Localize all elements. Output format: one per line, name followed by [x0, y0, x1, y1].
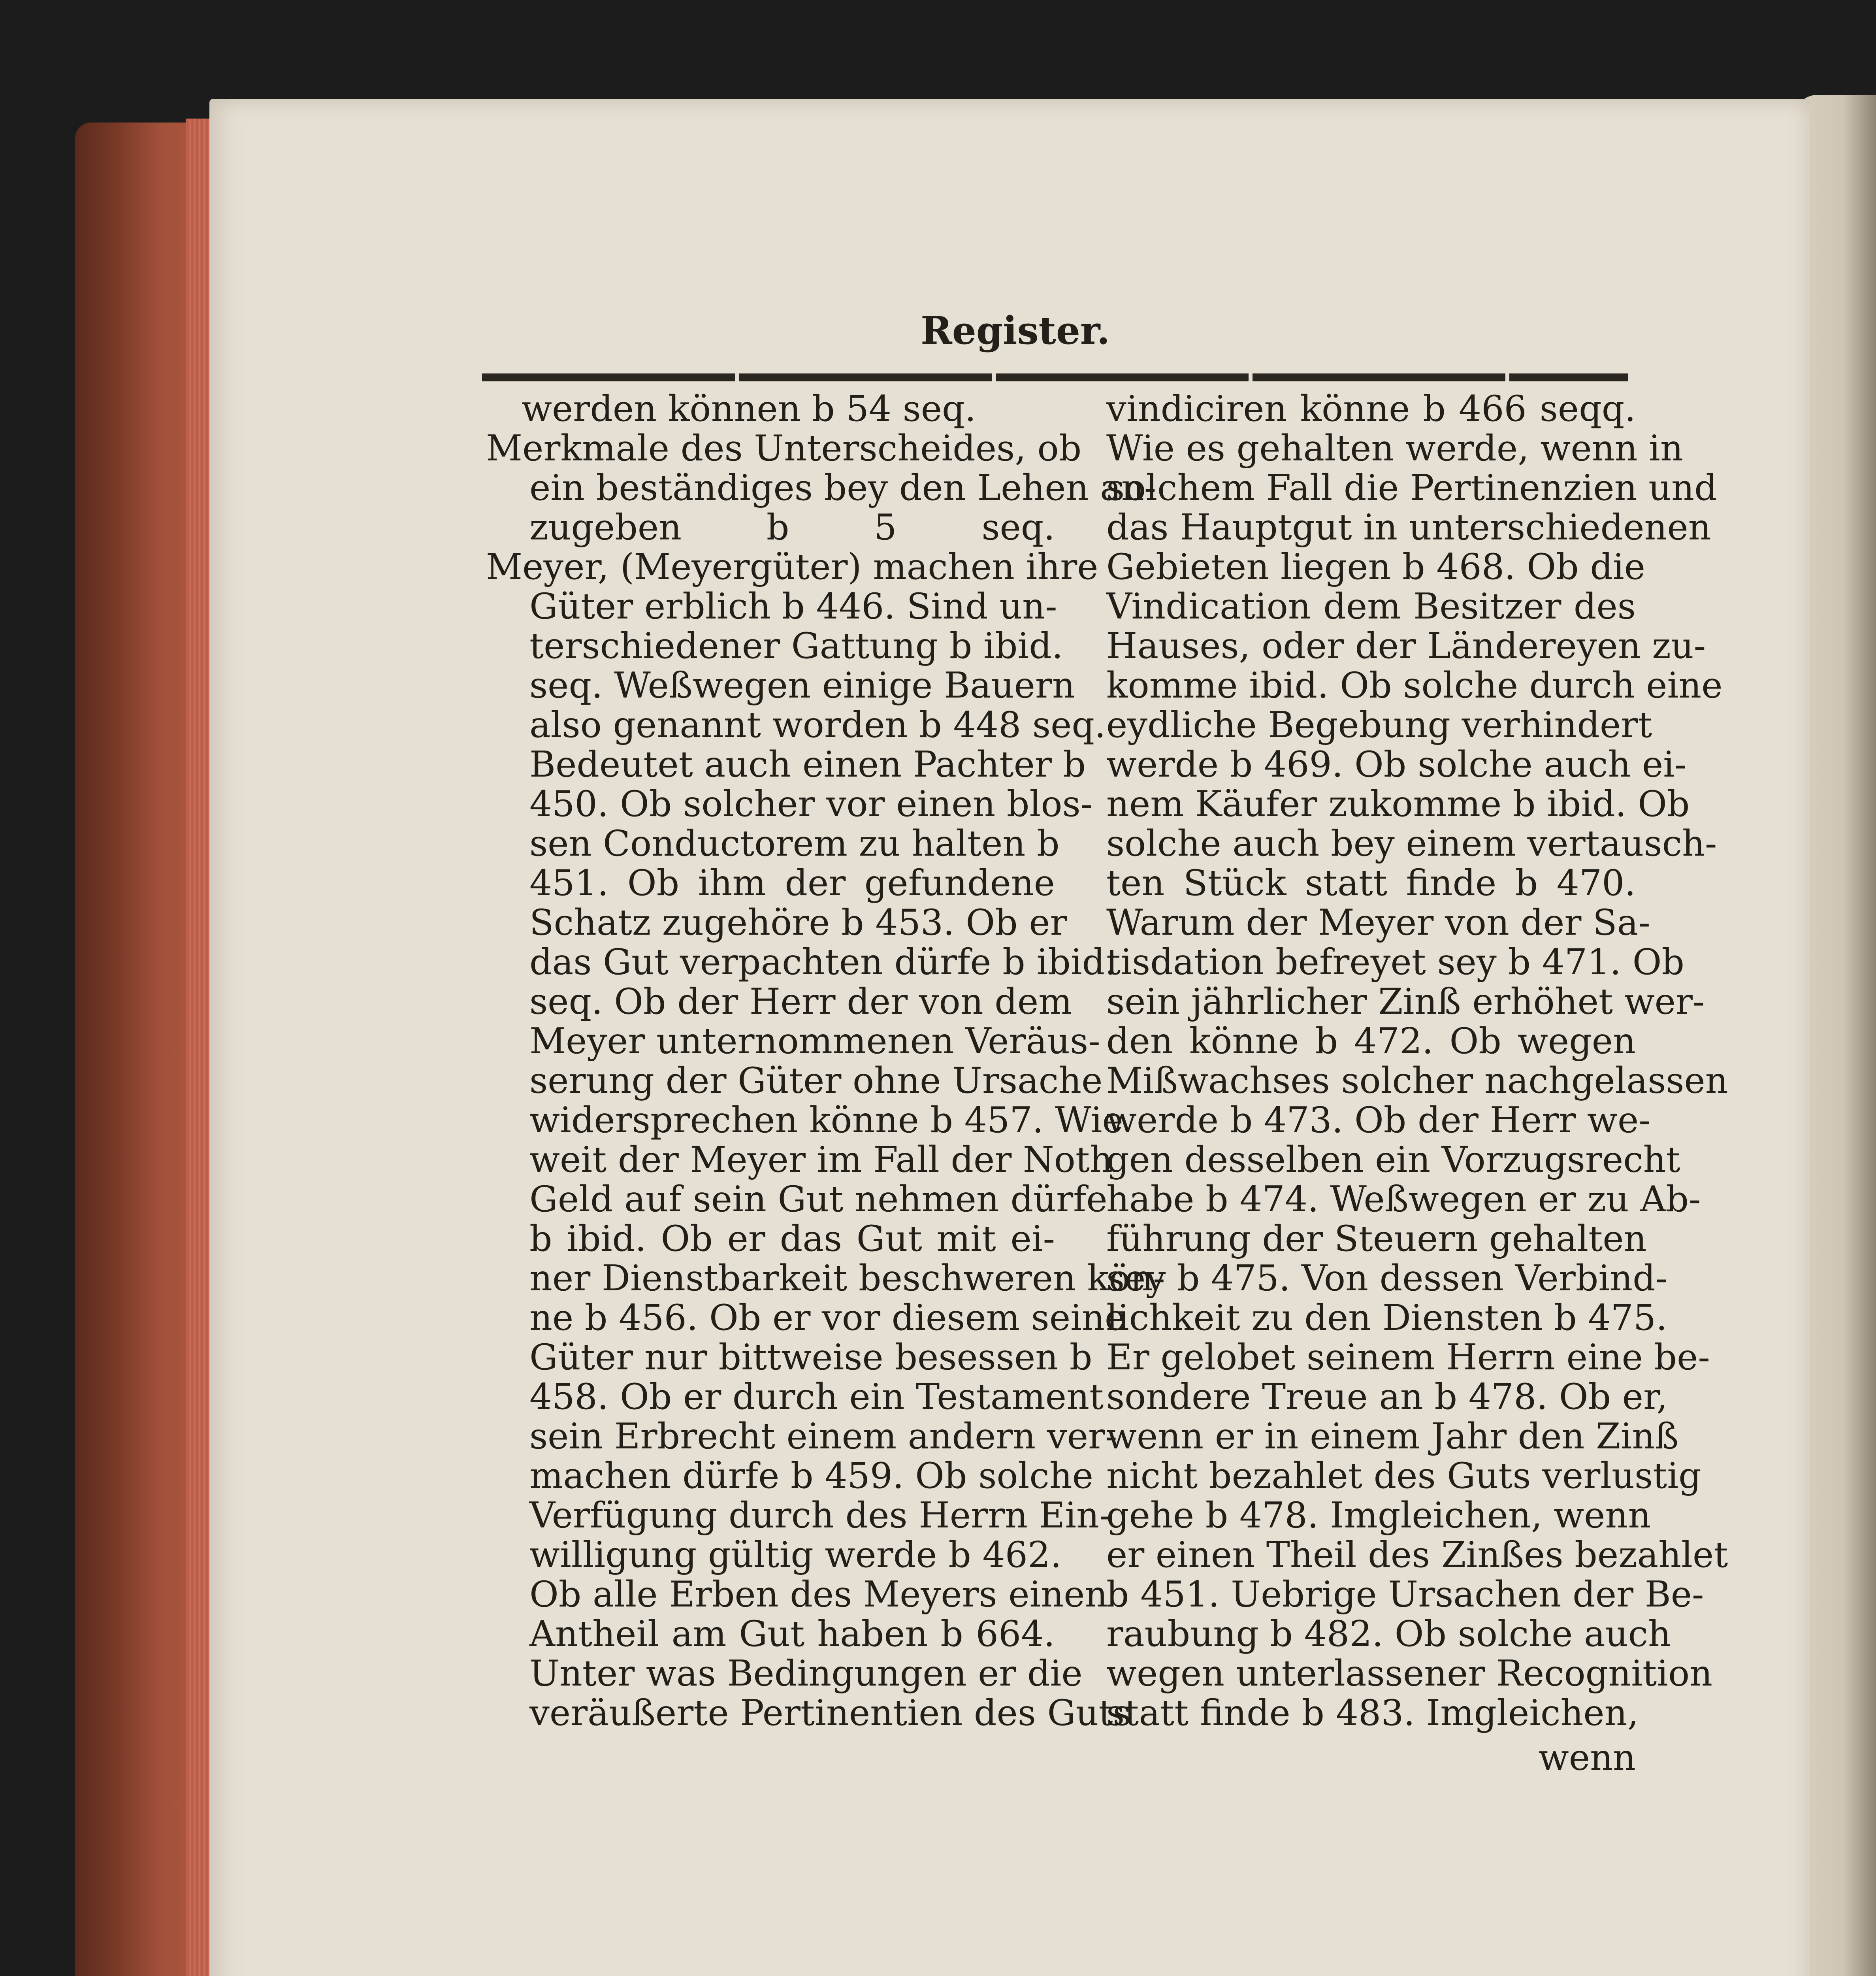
- text-line: Bedeutet auch einen Pachter b: [529, 744, 1086, 785]
- text-line: Er gelobet seinem Herrn eine be-: [1106, 1337, 1710, 1378]
- text-line: das Hauptgut in unterschiedenen: [1106, 507, 1711, 548]
- text-line: Antheil am Gut haben b 664.: [529, 1613, 1055, 1655]
- text-line: seq. Weßwegen einige Bauern: [529, 665, 1075, 706]
- text-line: Warum der Meyer von der Sa-: [1106, 902, 1650, 943]
- text-line: sey b 475. Von dessen Verbind-: [1106, 1258, 1668, 1299]
- header-rule: [1509, 373, 1628, 381]
- text-line: das Gut verpachten dürfe b ibid.: [529, 941, 1116, 983]
- text-line: also genannt worden b 448 seq.: [529, 704, 1106, 746]
- header-rule: [482, 373, 735, 381]
- text-line: wegen unterlassener Recognition: [1106, 1653, 1713, 1694]
- text-line: habe b 474. Weßwegen er zu Ab-: [1106, 1178, 1701, 1220]
- text-line: 451. Ob ihm der gefundene: [529, 862, 1055, 904]
- text-line: solche auch bey einem vertausch-: [1106, 823, 1717, 864]
- text-line: den könne b 472. Ob wegen: [1106, 1020, 1636, 1062]
- text-line: seq. Ob der Herr der von dem: [529, 981, 1072, 1022]
- text-line: zugeben b 5 seq.: [529, 507, 1055, 548]
- text-line: serung der Güter ohne Ursache: [529, 1060, 1103, 1101]
- text-line: nem Käufer zukomme b ibid. Ob: [1106, 783, 1690, 825]
- text-line: veräußerte Pertinentien des Guts: [529, 1692, 1131, 1734]
- text-line: gen desselben ein Vorzugsrecht: [1106, 1139, 1680, 1180]
- text-line: Güter erblich b 446. Sind un-: [529, 586, 1057, 627]
- header-rule: [1253, 373, 1505, 381]
- text-line: sondere Treue an b 478. Ob er,: [1106, 1376, 1668, 1418]
- text-line: b ibid. Ob er das Gut mit ei-: [529, 1218, 1055, 1260]
- text-line: solchem Fall die Pertinenzien und: [1106, 467, 1717, 509]
- text-line: Schatz zugehöre b 453. Ob er: [529, 902, 1067, 943]
- text-line: nicht bezahlet des Guts verlustig: [1106, 1455, 1701, 1497]
- text-line: machen dürfe b 459. Ob solche: [529, 1455, 1093, 1497]
- text-line: Unter was Bedingungen er die: [529, 1653, 1083, 1694]
- text-line: Hauses, oder der Ländereyen zu-: [1106, 625, 1706, 667]
- text-line: Merkmale des Unterscheides, ob: [486, 428, 1082, 469]
- text-line: werden können b 54 seq.: [522, 388, 976, 430]
- text-line: Vindication dem Besitzer des: [1106, 586, 1636, 627]
- text-line: sein Erbrecht einem andern ver-: [529, 1416, 1117, 1457]
- text-line: führung der Steuern gehalten: [1106, 1218, 1647, 1260]
- text-line: ne b 456. Ob er vor diesem seine: [529, 1297, 1126, 1339]
- text-line: willigung gültig werde b 462.: [529, 1534, 1062, 1576]
- text-line: raubung b 482. Ob solche auch: [1106, 1613, 1671, 1655]
- text-line: terschiedener Gattung b ibid.: [529, 625, 1063, 667]
- text-line: Verfügung durch des Herrn Ein-: [529, 1495, 1111, 1536]
- text-line: Meyer unternommenen Veräus-: [529, 1020, 1100, 1062]
- header-rule: [996, 373, 1249, 381]
- text-line: b 451. Uebrige Ursachen der Be-: [1106, 1574, 1704, 1615]
- text-line: komme ibid. Ob solche durch eine: [1106, 665, 1723, 706]
- text-line: Geld auf sein Gut nehmen dürfe: [529, 1178, 1108, 1220]
- text-line: gehe b 478. Imgleichen, wenn: [1106, 1495, 1651, 1536]
- text-line: tisdation befreyet sey b 471. Ob: [1106, 941, 1684, 983]
- text-line: Gebieten liegen b 468. Ob die: [1106, 546, 1645, 588]
- left-column: [486, 388, 1165, 1734]
- text-line: sein jährlicher Zinß erhöhet wer-: [1106, 981, 1705, 1022]
- text-line: werde b 473. Ob der Herr we-: [1106, 1099, 1651, 1141]
- text-line: ten Stück statt finde b 470.: [1106, 862, 1636, 904]
- text-line: 458. Ob er durch ein Testament: [529, 1376, 1104, 1418]
- header-rule: [739, 373, 992, 381]
- text-line: statt finde b 483. Imgleichen,: [1106, 1692, 1639, 1734]
- text-line: widersprechen könne b 457. Wie: [529, 1099, 1123, 1141]
- text-line: Meyer, (Meyergüter) machen ihre: [486, 546, 1098, 588]
- right-column: [1106, 388, 1728, 1734]
- text-line: ein beständiges bey den Lehen an-: [529, 467, 1156, 509]
- text-line: Güter nur bittweise besessen b: [529, 1337, 1092, 1378]
- text-line: weit der Meyer im Fall der Noth: [529, 1139, 1113, 1180]
- text-line: wenn er in einem Jahr den Zinß: [1106, 1416, 1679, 1457]
- text-line: eydliche Begebung verhindert: [1106, 704, 1652, 746]
- text-line: 450. Ob solcher vor einen blos-: [529, 783, 1093, 825]
- text-line: Wie es gehalten werde, wenn in: [1106, 428, 1683, 469]
- catchword: wenn: [1538, 1737, 1636, 1778]
- running-head: Register.: [921, 308, 1110, 353]
- text-line: Ob alle Erben des Meyers einen: [529, 1574, 1108, 1615]
- text-line: ner Dienstbarkeit beschweren kön-: [529, 1258, 1165, 1299]
- text-line: vindiciren könne b 466 seqq.: [1106, 388, 1636, 430]
- text-line: Mißwachses solcher nachgelassen: [1106, 1060, 1728, 1101]
- text-line: werde b 469. Ob solche auch ei-: [1106, 744, 1687, 785]
- text-line: er einen Theil des Zinßes bezahlet: [1106, 1534, 1728, 1576]
- text-line: lichkeit zu den Diensten b 475.: [1106, 1297, 1667, 1339]
- text-line: sen Conductorem zu halten b: [529, 823, 1060, 864]
